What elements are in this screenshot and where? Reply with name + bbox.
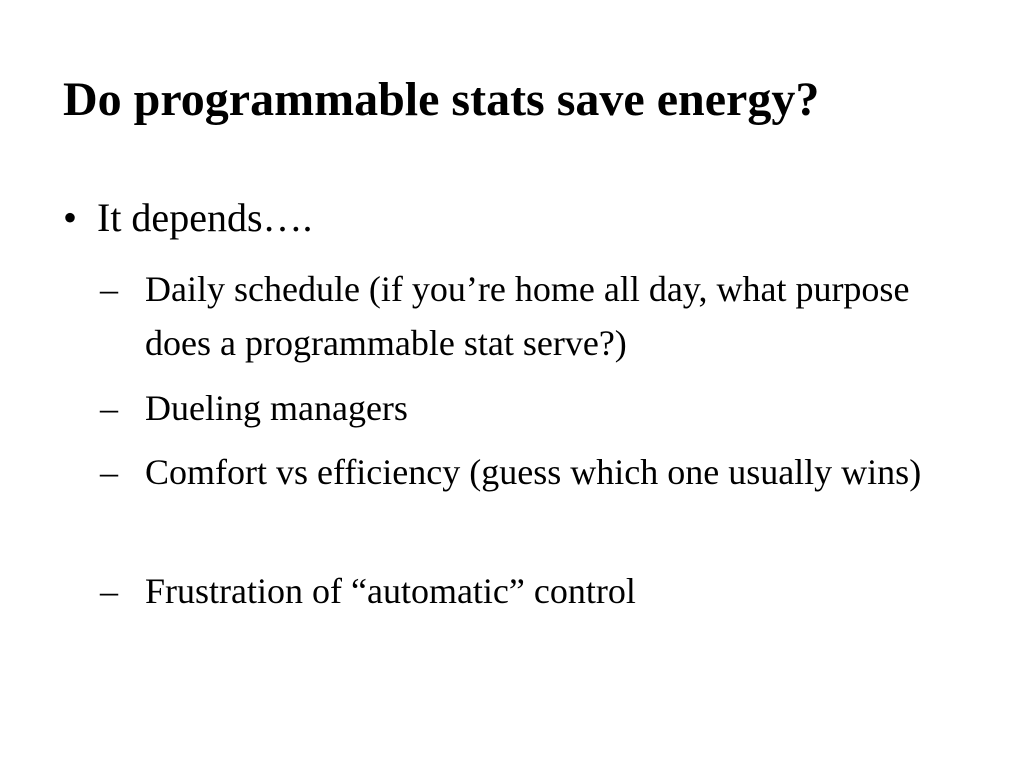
sub-bullet-item (100, 564, 980, 618)
sub-bullet-text: Daily schedule (if you’re home all day, what purpose does a programmable stat serve?) (145, 269, 910, 363)
dash-marker: – (100, 269, 118, 309)
dash-marker: – (100, 388, 118, 428)
sub-bullet-item (100, 262, 980, 370)
sub-bullet-text: Comfort vs efficiency (guess which one usually wins) (145, 452, 922, 492)
dash-marker: – (100, 571, 118, 611)
dash-marker: – (100, 452, 118, 492)
bullet-text: It depends…. (97, 195, 313, 240)
bullet-item (63, 190, 313, 246)
sub-bullet-item (100, 445, 980, 499)
sub-bullet-item (100, 381, 980, 435)
bullet-marker: • (63, 195, 78, 240)
slide-title: Do programmable stats save energy? (63, 73, 820, 126)
sub-bullet-text: Dueling managers (145, 388, 408, 428)
sub-bullet-text: Frustration of “automatic” control (145, 571, 636, 611)
